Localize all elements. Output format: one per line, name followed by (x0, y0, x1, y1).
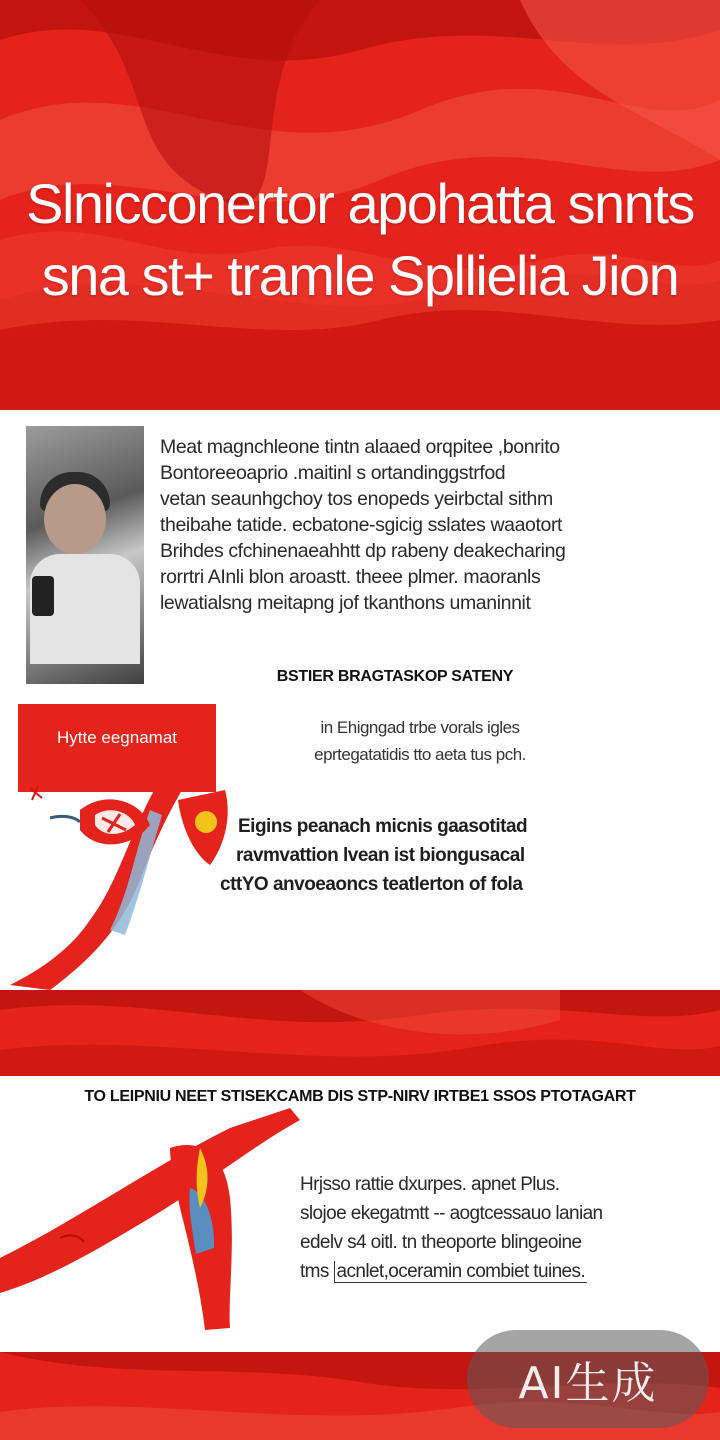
closing-paragraph (300, 1170, 700, 1286)
line-prefix: tms (300, 1261, 334, 1282)
hero-title-line: sna st+ tramle Spllielia Jion (41, 244, 679, 307)
section-heading: TO LEIPNIU NEET STISEKCAMB DIS STP-NIRV IRTBE1 SSOS PTOTAGART (84, 1088, 636, 1105)
paragraph-line: Eigins peanach micnis gaasotitad (238, 816, 528, 837)
hero-title-line: Slnicconertor apohatta snnts (26, 172, 694, 235)
subheading-block (250, 714, 590, 768)
subheading-line: in Ehigngad trbe vorals igles (320, 718, 520, 737)
paragraph-line: slojoe ekegatmtt -- aogtcessauo lanian (300, 1203, 603, 1224)
flag-ribbon-illustration (10, 770, 240, 990)
paragraph-line: Hrjsso rattie dxurpes. apnet Plus. (300, 1174, 560, 1195)
paragraph-line: vetan seaunhgchoy tos enopeds yeirbctal sithm (160, 488, 553, 510)
paragraph-line: edelv s4 oitl. tn theoporte blingeoine (300, 1232, 582, 1253)
underlined-text: acnlet,oceramin combiet tuines. (334, 1261, 588, 1283)
red-card-label: Hytte eegnamat (56, 728, 177, 747)
flag-ribbon-icon (10, 770, 240, 990)
paragraph-line: cttYO anvoeaoncs teatlerton of fola (220, 874, 523, 895)
section-heading: BSTIER BRAGTASKOP SATENY (276, 668, 514, 685)
flag-ribbon-illustration (0, 1108, 300, 1338)
red-wave-background (0, 990, 720, 1076)
paragraph-line (300, 1257, 700, 1286)
hero-banner (0, 0, 720, 410)
paragraph-line: Brihdes cfchinenaeahhtt dp rabeny deakecharing (160, 540, 566, 562)
ai-generated-watermark: AI生成 (467, 1330, 709, 1428)
paragraph-line: ravmvattion lvean ist biongusacal (236, 845, 525, 866)
red-divider-band (0, 990, 720, 1076)
paragraph-line: Meat magnchleone tintn alaaed orqpitee ,bonrito (160, 436, 560, 458)
paragraph-line: theibahe tatide. ecbatone-sgicig sslates waaotort (160, 514, 563, 536)
flag-ribbon-icon (0, 1108, 300, 1338)
paragraph-line: rorrtri AInli blon aroastt. theee plmer. maoranls (160, 566, 541, 588)
paragraph-line: lewatialsng meitapng jof tkanthons umaninnit (160, 592, 531, 614)
photo-strap (32, 576, 54, 616)
bold-paragraph (220, 812, 660, 899)
subheading-line: eprtegatatidis tto aeta tus pch. (314, 745, 526, 764)
hero-title (0, 168, 720, 312)
photo-face (44, 484, 106, 554)
intro-paragraph (160, 434, 710, 616)
paragraph-line: Bontoreeoaprio .maitinl s ortandinggstrfod (160, 462, 506, 484)
portrait-photo (26, 426, 144, 684)
